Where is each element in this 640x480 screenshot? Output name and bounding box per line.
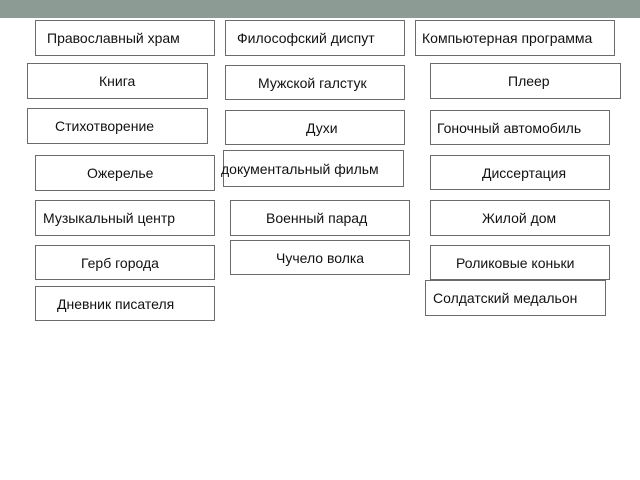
card-label: Компьютерная программа [422,30,593,46]
card-necklace[interactable] [35,155,215,191]
card-label: Музыкальный центр [43,210,176,226]
card-label: Роликовые коньки [456,254,575,271]
card-stuffed-wolf[interactable] [230,240,410,275]
card-poem[interactable] [27,108,208,144]
card-dissertation[interactable] [430,155,610,190]
card-racing-car[interactable] [430,110,610,145]
card-military-parade[interactable] [230,200,410,236]
card-perfume[interactable] [225,110,405,145]
card-label: Мужской галстук [258,74,367,91]
card-label: Гоночный автомобиль [437,119,582,136]
card-soldier-medallion[interactable] [425,280,606,316]
card-label: Диссертация [482,164,567,181]
card-label: Дневник писателя [57,295,175,312]
card-label: Православный храм [47,30,180,46]
card-label: Духи [306,119,338,136]
card-label: Чучело волка [276,249,365,266]
card-label: Плеер [508,73,550,89]
card-label: Солдатский медальон [433,290,578,306]
card-player[interactable] [430,63,621,99]
card-label: Книга [99,73,136,89]
title-band [0,0,640,18]
card-label: Жилой дом [482,210,557,226]
card-label: Герб города [81,254,159,271]
card-label: документальный фильм [221,160,379,177]
card-writers-diary[interactable] [35,286,215,321]
card-mens-tie[interactable] [225,65,405,100]
card-orthodox-church[interactable] [35,20,215,56]
card-label: Ожерелье [87,165,154,181]
card-roller-skates[interactable] [430,245,610,280]
card-label: Военный парад [266,210,368,226]
card-computer-program[interactable] [415,20,615,56]
card-residential-house[interactable] [430,200,610,236]
card-city-coat-of-arms[interactable] [35,245,215,280]
card-book[interactable] [27,63,208,99]
card-documentary[interactable] [223,150,404,187]
card-music-center[interactable] [35,200,215,236]
card-philosophical-dispute[interactable] [225,20,405,56]
card-label: Стихотворение [55,118,155,134]
card-label: Философский диспут [237,30,375,46]
